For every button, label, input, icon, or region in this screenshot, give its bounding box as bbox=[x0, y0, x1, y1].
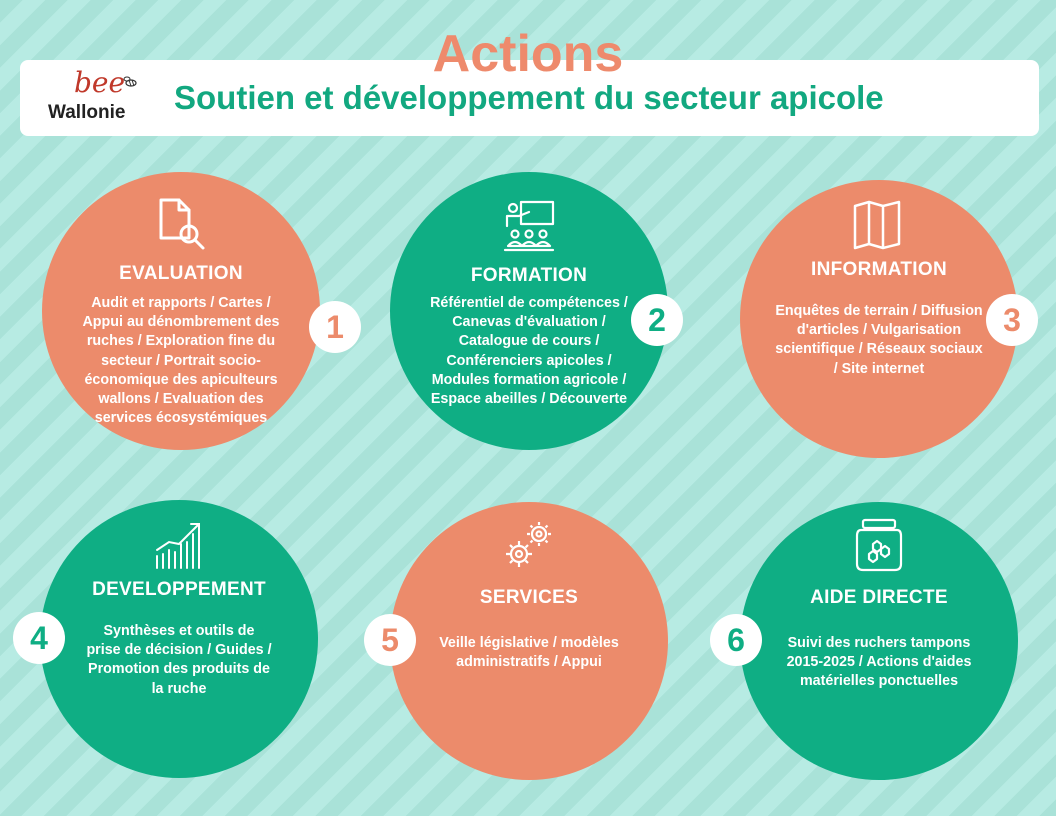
action-description: Audit et rapports / Cartes / Appui au dénombrement des ruches / Exploration fine du secteur / Portrait socio-économique des apiculteurs wallons / Evaluation des services écosystémiques bbox=[82, 295, 280, 427]
document-search-icon bbox=[151, 194, 211, 254]
gears-icon bbox=[499, 514, 559, 574]
action-number-badge: 2 bbox=[631, 294, 683, 346]
action-description: Enquêtes de terrain / Diffusion d'articles / Vulgarisation scientifique / Réseaux sociaux / Site internet bbox=[775, 303, 983, 377]
action-circle-aide-directe bbox=[740, 502, 1018, 780]
action-number-badge: 3 bbox=[986, 294, 1038, 346]
action-title: EVALUATION bbox=[119, 263, 243, 284]
action-description: Synthèses et outils de prise de décision / Guides / Promotion des produits de la ruche bbox=[86, 623, 272, 697]
action-circle-services bbox=[390, 502, 668, 780]
action-title: SERVICES bbox=[479, 587, 579, 608]
logo-script: bee bbox=[74, 66, 126, 99]
folded-map-icon bbox=[849, 196, 909, 256]
action-description: Suivi des ruchers tampons 2015-2025 / Actions d'aides matérielles ponctuelles bbox=[786, 635, 972, 690]
logo-text: Wallonie bbox=[48, 102, 126, 123]
page-subtitle: Soutien et développement du secteur apicole bbox=[174, 79, 884, 116]
action-circle-developpement bbox=[40, 500, 318, 778]
action-number-badge: 4 bbox=[13, 612, 65, 664]
action-title: INFORMATION bbox=[811, 259, 947, 280]
action-circle-evaluation bbox=[42, 172, 320, 450]
action-number-badge: 1 bbox=[309, 301, 361, 353]
page-title: Actions bbox=[432, 25, 624, 83]
action-circle-formation bbox=[390, 172, 668, 450]
honey-jar-icon bbox=[849, 514, 909, 574]
action-title: DEVELOPPEMENT bbox=[92, 579, 266, 600]
action-title: AIDE DIRECTE bbox=[810, 587, 948, 608]
action-number-badge: 5 bbox=[364, 614, 416, 666]
action-number-badge: 6 bbox=[710, 614, 762, 666]
growth-chart-icon bbox=[149, 516, 209, 576]
action-title: FORMATION bbox=[470, 265, 588, 286]
classroom-teacher-icon bbox=[499, 196, 559, 256]
action-circle-information bbox=[740, 180, 1018, 458]
action-description: Référentiel de compétences / Canevas d'évaluation / Catalogue de cours / Conférenciers apicoles / Modules formation agricole / Espace abeilles / Découverte bbox=[430, 295, 628, 408]
action-description: Veille législative / modèles administratifs / Appui bbox=[439, 635, 619, 671]
